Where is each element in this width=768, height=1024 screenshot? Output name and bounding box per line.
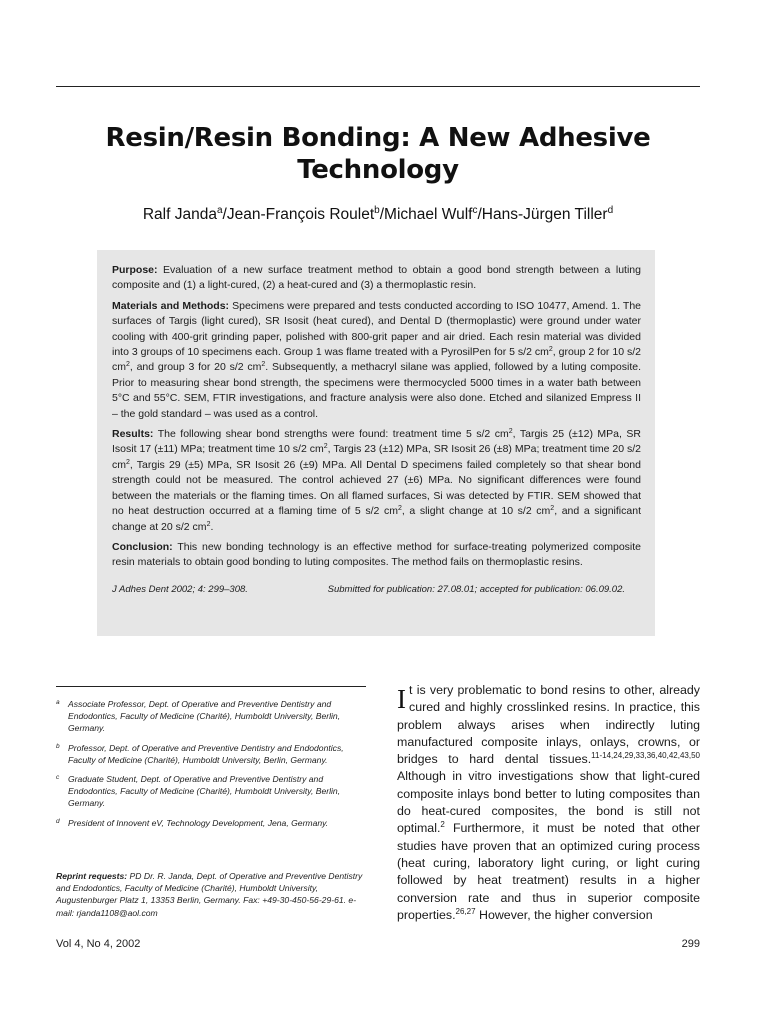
author-separator: / [379, 206, 385, 223]
results-text: . [210, 520, 214, 533]
author-separator: / [222, 206, 227, 223]
author-separator: / [477, 206, 482, 223]
article-title [56, 122, 700, 186]
conclusion-label: Conclusion: [112, 540, 173, 553]
drop-cap: I [397, 684, 406, 714]
superscript: 2 [397, 505, 402, 513]
footnote-text: Graduate Student, Dept. of Operative and Preventive Dentistry and Endodontics, Faculty of Medicine (Charité), Humboldt University, Berlin, Germany. [68, 774, 341, 809]
superscript: 2 [323, 443, 328, 451]
superscript: 2 [508, 428, 513, 436]
abstract-methods [112, 299, 641, 422]
methods-text: . Subsequently, a methacryl silane was applied, followed by a luting composite. Prior to measuring shear bond strength, the specimens were thermocycled 5000 times in a water bath between 5°C and 55°C. SEM, FTIR investigations, and fracture analysis were also done. Etched and silanized Empress II – the gold standard – was used as a control. [112, 361, 641, 420]
purpose-label: Purpose: [112, 264, 158, 276]
results-label: Results: [112, 428, 154, 441]
results-text: The following shear bond strengths were found: treatment time 5 s/2 cm [153, 428, 509, 441]
submission-dates: Submitted for publication: 27.08.01; accepted for publication: 06.09.02. [327, 583, 625, 595]
author-name: Hans-Jürgen Tiller [481, 206, 608, 223]
abstract-purpose [112, 263, 641, 294]
body-text: t is very problematic to bond resins to other, already cured and highly crosslinked resins. In practice, this problem always arises when indirectly luting manufactured composite inlays, onlays, crowns, or bridges to hard dental tissues. [397, 683, 700, 767]
superscript: 2 [550, 505, 555, 513]
footnote-rule [56, 686, 366, 687]
affiliation-footnotes [56, 698, 366, 836]
conclusion-text: This new bonding technology is an effective method for surface-treating polymerized composite resin materials to obtain good bonding to luting composites. The method fails on thermoplastic resins. [112, 540, 641, 569]
journal-citation: J Adhes Dent 2002; 4: 299–308. [112, 583, 248, 595]
author-name: Jean-François Roulet [226, 206, 375, 223]
footnote-text: Associate Professor, Dept. of Operative and Preventive Dentistry and Endodontics, Faculty of Medicine (Charité), Humboldt University, Berlin, Germany. [68, 699, 341, 734]
abstract-footer [112, 583, 625, 596]
journal-issue: Vol 4, No 4, 2002 [56, 938, 141, 950]
author-name: Michael Wulf [384, 206, 473, 223]
methods-text: , group 2 for 10 s/2 cm [112, 346, 641, 374]
results-text: , Targis 25 (±12) MPa, SR Isosit 17 (±11) MPa; treatment time 10 s/2 cm [112, 428, 641, 456]
superscript: 2 [126, 361, 130, 369]
footnote [56, 773, 366, 810]
title-line-2: Technology [297, 155, 459, 185]
footnote-mark: a [56, 699, 60, 706]
author-list [56, 205, 700, 225]
title-line-1: Resin/Resin Bonding: A New Adhesive [105, 123, 651, 153]
author-affiliation-mark: a [216, 205, 223, 216]
reprint-text: PD Dr. R. Janda, Dept. of Operative and Preventive Dentistry and Endodontics, Faculty of Medicine (Charité), Humboldt University, Augustenburger Platz 1, 13353 Berlin, Germany. Fax: +49-30-450-56-29-61. e-mail: rjanda1108@aol.com [56, 871, 363, 918]
results-text: , a slight change at 10 s/2 cm [401, 505, 551, 518]
methods-text: Specimens were prepared and tests conducted according to ISO 10477, Amend. 1. The surfaces of Targis (light cured), SR Isosit (heat cured), and Dental D (thermoplastic) were ground under water cooling with 400-grit grinding paper, polished with 800-grit paper and air dried. Each resin material was divided into 3 groups of 10 specimens each. Group 1 was flame treated with a PyrosilPen for 5 s/2 cm [112, 299, 642, 359]
author-affiliation-mark: c [472, 205, 478, 216]
reference-citation: 2 [440, 820, 445, 830]
reference-citation: 26,27 [455, 906, 476, 916]
reprint-label: Reprint requests: [56, 871, 128, 881]
methods-label: Materials and Methods: [112, 299, 230, 312]
body-text: Furthermore, it must be noted that other studies have proven that an optimized curing process (heat curing, laboratory light curing, or light curing followed by heat treatment) results in a higher conversion rate and thus in superior composite properties. [397, 821, 700, 922]
footnote-text: Professor, Dept. of Operative and Preventive Dentistry and Endodontics, Faculty of Medicine (Charité), Humboldt University, Berlin, Germany. [68, 742, 344, 765]
footnote-mark: d [56, 817, 60, 825]
methods-text: , and group 3 for 20 s/2 cm [129, 361, 262, 374]
top-rule [56, 86, 700, 87]
reprint-requests [56, 870, 366, 919]
body-text-column [397, 682, 700, 924]
purpose-text: Evaluation of a new surface treatment method to obtain a good bond strength between a luting composite and (1) a light-cured, (2) a heat-cured and (3) a thermoplastic resin. [112, 264, 641, 292]
abstract-box [97, 250, 655, 636]
superscript: 2 [126, 458, 130, 466]
superscript: 2 [548, 346, 553, 354]
footnote [56, 742, 366, 766]
author-affiliation-mark: b [374, 205, 380, 216]
reference-citation: 11-14,24,29,33,36,40,42,43,50 [591, 751, 700, 761]
footnote-mark: b [56, 742, 60, 750]
superscript: 2 [261, 361, 266, 369]
footnote-text: President of Innovent eV, Technology Development, Jena, Germany. [68, 817, 329, 828]
results-text: , Targis 23 (±12) MPa, SR Isosit 26 (±8) MPa; treatment time 20 s/2 cm [112, 443, 641, 471]
page-number: 299 [681, 938, 700, 950]
footnote [56, 698, 366, 735]
results-text: , and a significant change at 20 s/2 cm [112, 505, 641, 533]
body-text: Although in vitro investigations show that light-cured composite inlays bond better to luting composites than do heat-cured composites, the bond is still not optimal. [397, 769, 700, 836]
author-name: Ralf Janda [142, 206, 217, 223]
page-footer [56, 938, 700, 950]
footnote-mark: c [56, 774, 60, 782]
abstract-conclusion [112, 540, 641, 571]
footnote [56, 817, 366, 829]
author-affiliation-mark: d [607, 205, 614, 216]
body-text: However, the higher conversion [475, 907, 653, 922]
abstract-results [112, 427, 641, 535]
results-text: , Targis 29 (±5) MPa, SR Isosit 26 (±9) MPa. All Dental D specimens failed completely so that shear bond strength could not be measured. The control achieved 27 (±6) MPa. No significant differences were found between the materials or the flaming times. On all flamed surfaces, Si was detected by FTIR. SEM showed that no heat destruction occurred at a flaming time of 5 s/2 cm [112, 458, 641, 518]
superscript: 2 [206, 520, 211, 528]
body-paragraph [397, 682, 700, 924]
